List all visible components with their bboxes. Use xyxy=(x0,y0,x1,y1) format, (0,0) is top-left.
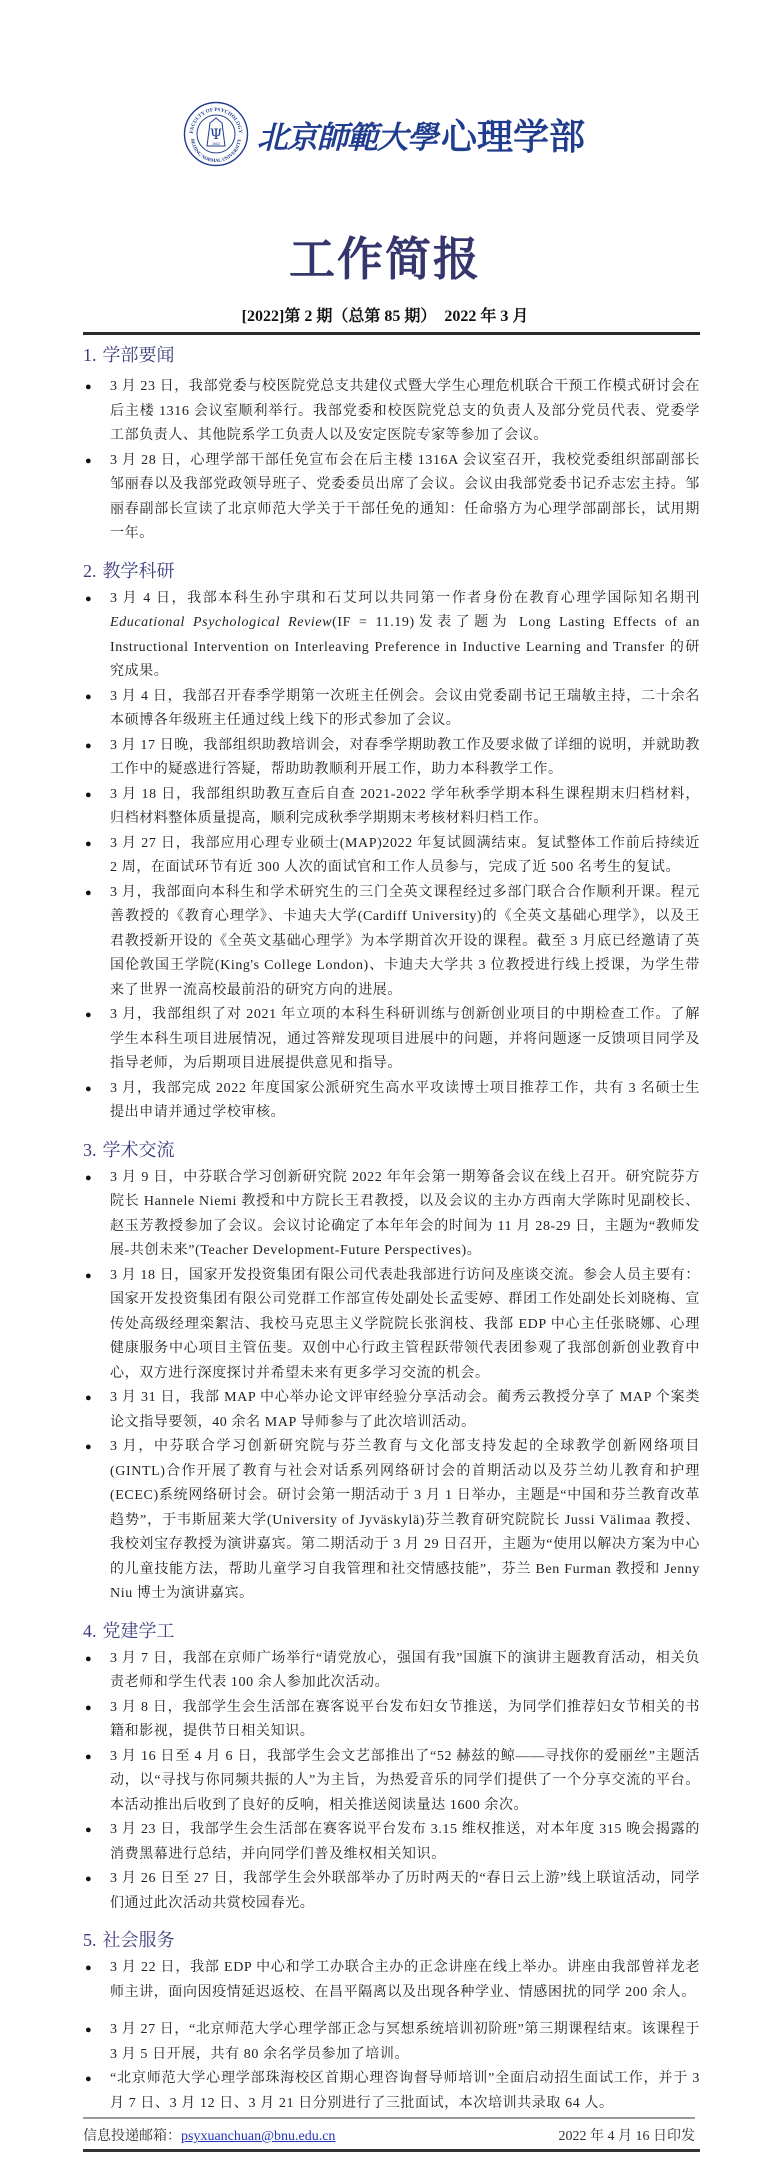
item-text: 3 月 27 日，我部应用心理专业硕士(MAP)2022 年复试圆满结束。复试整体工作前后持续近 2 周，在面试环节有近 300 人次的面试官和工作人员参与，完成了近 500 名考生的复试。 xyxy=(110,835,700,875)
svg-text:1902: 1902 xyxy=(212,142,220,146)
list-item xyxy=(83,734,700,783)
list-item xyxy=(83,1264,700,1387)
item-text: 3 月 4 日，我部召开春季学期第一次班主任例会。会议由党委副书记王瑞敏主持，二十余名本硕博各年级班主任通过线上线下的形式参加了会议。 xyxy=(110,688,700,728)
item-text: 3 月 26 日至 27 日，我部学生会外联部举办了历时两天的“春日云上游”线上联谊活动，同学们通过此次活动共赏校园春光。 xyxy=(110,1871,700,1911)
item-text: 3 月 9 日，中芬联合学习创新研究院 2022 年年会第一期筹备会议在线上召开。研究院芬方院长 Hannele Niemi 教授和中方院长王君教授，以及会议的主办方西南大学陈时见副校长、赵玉芳教授参加了会议。会议讨论确定了本年年会的时间为 11 月 28-29 日，主题为“教师发展-共创未来”(Teacher Development-Future Perspectives)。 xyxy=(110,1169,700,1258)
university-seal-icon xyxy=(183,101,249,167)
bullet-icon: ● xyxy=(85,2024,93,2036)
issue-info: [2022]第 2 期（总第 85 期） 2022 年 3 月 xyxy=(241,308,529,325)
list-item xyxy=(83,1166,700,1264)
bullet-icon: ● xyxy=(85,788,93,801)
item-text: 3 月，中芬联合学习创新研究院与芬兰教育与文化部支持发起的全球教学创新网络项目(GINTL)合作开展了教育与社会对话系列网络研讨会的首期活动以及芬兰幼儿教育和护理(ECEC)系统网络研讨会。研讨会第一期活动于 3 月 1 日举办，主题是“中国和芬兰教育改革趋势”，于韦斯屈莱大学(University of Jyväskylä)芬兰教育研究院院长 Jussi Välimaa 教授、我校刘宝存教授为演讲嘉宾。第二期活动于 3 月 29 日召开，主题为“使用以解决方案为中心的儿童技能方法，帮助儿童学习自我管理和社交情感技能”，芬兰 Ben Furman 教授和 Jenny Niu 博士为演讲嘉宾。 xyxy=(110,1439,700,1601)
list-item xyxy=(83,1696,700,1745)
list-item xyxy=(83,881,700,1004)
list-item xyxy=(83,1077,700,1126)
bullet-icon: ● xyxy=(85,1873,93,1885)
list-item xyxy=(83,1647,700,1696)
item-text: 3 月 16 日至 4 月 6 日，我部学生会文艺部推出了“52 赫兹的鲸——寻找你的爱丽丝”主题活动，以“寻找与你同频共振的人”为主旨，为热爱音乐的同学们提供了一个分享交流的平台。本活动推出后收到了良好的反响，相关推送阅读量达 1600 余次。 xyxy=(110,1748,700,1813)
bullet-icon: ● xyxy=(85,1082,93,1095)
list-item xyxy=(83,449,700,547)
section-heading-3 xyxy=(83,1134,700,1166)
item-text: “北京师范大学心理学部珠海校区首期心理咨询督导师培训”全面启动招生面试工作，并于 3 月 7 日、3 月 12 日、3 月 21 日分别进行了三批面试，本次培训共录取 64 人。 xyxy=(110,2071,700,2111)
section-number: 4. xyxy=(83,1620,97,1641)
bullet-icon: ● xyxy=(85,592,93,605)
bullet-icon: ● xyxy=(85,1009,93,1021)
bullet-icon: ● xyxy=(85,1701,93,1714)
section-number: 1. xyxy=(83,345,97,365)
item-text: 3 月 4 日，我部本科生孙宇琪和石艾珂以共同第一作者身份在教育心理学国际知名期刊 xyxy=(110,590,700,606)
section-title: 学部要闻 xyxy=(102,345,175,366)
svg-text:BEIJING NORMAL UNIVERSITY: BEIJING NORMAL UNIVERSITY xyxy=(189,138,243,165)
list-item xyxy=(83,2018,700,2067)
item-text: 3 月 31 日，我部 MAP 中心举办论文评审经验分享活动会。蔺秀云教授分享了 MAP 个案类论文指导要领，40 余名 MAP 导师参与了此次培训活动。 xyxy=(110,1390,700,1430)
list-item xyxy=(83,685,700,734)
item-text: 3 月 23 日，我部学生会生活部在赛客说平台发布 3.15 维权推送，对本年度 315 晚会揭露的消费黑幕进行总结，并向同学们普及维权相关知识。 xyxy=(110,1822,700,1862)
bullet-icon: ● xyxy=(85,1962,93,1974)
section-number: 2. xyxy=(83,560,97,581)
bullet-icon: ● xyxy=(85,2073,93,2085)
list-item xyxy=(83,1818,700,1867)
bullet-icon: ● xyxy=(85,1652,93,1665)
footer-bottom-divider xyxy=(83,2149,700,2152)
section-heading-4 xyxy=(83,1615,700,1647)
item-text: 3 月，我部面向本科生和学术研究生的三门全英文课程经过多部门联合合作顺利开课。程元善教授的《教育心理学》、卡迪夫大学(Cardiff University)的《全英文基础心理学》，以及王君教授新开设的《全英文基础心理学》为本学期首次开设的课程。截至 3 月底已经邀请了英国伦敦国王学院(King's College London)、卡迪夫大学共 3 位教授进行线上授课，为学生带来了世界一流高校最前沿的研究方向的进展。 xyxy=(110,884,700,998)
department-logo xyxy=(183,100,585,168)
section-heading-2 xyxy=(83,555,700,587)
bullet-icon: ● xyxy=(85,454,93,467)
email-info xyxy=(83,2127,335,2147)
list-item xyxy=(83,1956,700,2005)
item-text: 3 月，我部组织了对 2021 年立项的本科生科研训练与创新创业项目的中期检查工作。了解学生本科生项目进展情况，通过答辩发现项目进展中的问题，并将问题逐一反馈项目同学及指导老师，为后期项目进展提供意见和指导。 xyxy=(110,1007,700,1071)
list-item xyxy=(83,1867,700,1916)
header-divider xyxy=(83,332,700,335)
section-title: 社会服务 xyxy=(102,1930,175,1951)
page-title: 工作简报 xyxy=(289,234,481,285)
svg-text:Ψ: Ψ xyxy=(209,127,223,143)
section-number: 3. xyxy=(83,1139,97,1160)
bullet-icon: ● xyxy=(85,690,93,703)
journal-name: Educational Psychological Review xyxy=(110,615,333,630)
list-item xyxy=(83,1003,700,1077)
list-item xyxy=(83,832,700,881)
bullet-icon: ● xyxy=(85,1750,93,1763)
item-text: 3 月 18 日，国家开发投资集团有限公司代表赴我部进行访问及座谈交流。参会人员主要有：国家开发投资集团有限公司党群工作部宣传处副处长孟雯婷、群团工作处副处长刘晓梅、宣传处高级经理栾絮洁、我校马克思主义学院院长张润枝、我部 EDP 中心主任张晓娜、心理健康服务中心项目主管伍斐。双创中心行政主管程跃带领代表团参观了我部创新创业教育中心，双方进行深度探讨并希望未来有更多学习交流的机会。 xyxy=(110,1267,700,1381)
email-label: 信息投递邮箱： xyxy=(83,2129,181,2144)
list-item xyxy=(83,375,700,449)
section-heading-5 xyxy=(83,1924,700,1956)
list-item xyxy=(83,1745,700,1819)
item-text: 3 月 22 日，我部 EDP 中心和学工办联合主办的正念讲座在线上举办。讲座由我部曾祥龙老师主讲，面向因疫情延迟返校、在昌平隔离以及出现各种学业、情感困扰的同学 200 余人。 xyxy=(110,1960,700,2000)
bullet-icon: ● xyxy=(85,1269,93,1282)
list-item xyxy=(83,587,700,685)
bullet-icon: ● xyxy=(85,1441,93,1453)
bullet-icon: ● xyxy=(85,1824,93,1836)
section-number: 5. xyxy=(83,1930,97,1950)
footer xyxy=(83,2127,695,2147)
logo-department-name: 心理学部 xyxy=(441,116,586,158)
section-title: 教学科研 xyxy=(102,560,175,582)
bullet-icon: ● xyxy=(85,739,93,752)
item-text: 3 月 7 日，我部在京师广场举行“请党放心，强国有我”国旗下的演讲主题教育活动，相关负责老师和学生代表 100 余人参加此次活动。 xyxy=(110,1650,700,1690)
logo-university-name: 北京師範大學 xyxy=(257,119,437,156)
item-text: (IF = 11.19)发表了题为 Long Lasting Effects of an Instructional Intervention on Interleaving Preference in Inductive Learning and Transfer 的研究成果。 xyxy=(110,615,700,679)
bulletin-content xyxy=(83,339,700,2116)
section-heading-1 xyxy=(83,339,700,371)
bullet-icon: ● xyxy=(85,1171,93,1184)
section-title: 学术交流 xyxy=(102,1139,175,1161)
list-item xyxy=(83,1386,700,1435)
list-item xyxy=(83,2067,700,2116)
list-item xyxy=(83,783,700,832)
item-text: 3 月 28 日，心理学部干部任免宣布会在后主楼 1316A 会议室召开，我校党委组织部副部长邹丽春以及我部党政领导班子、党委委员出席了会议。会议由我部党委书记乔志宏主持。邹丽春副部长宣读了北京师范大学关于干部任免的通知：任命骆方为心理学部副部长，试用期一年。 xyxy=(110,452,700,541)
section-title: 党建学工 xyxy=(102,1620,175,1642)
item-text: 3 月，我部完成 2022 年度国家公派研究生高水平攻读博士项目推荐工作，共有 3 名硕士生提出申请并通过学校审核。 xyxy=(110,1080,700,1120)
print-date: 2022 年 4 月 16 日印发 xyxy=(558,2129,695,2144)
footer-divider xyxy=(83,2117,695,2119)
item-text: 3 月 27 日，“北京师范大学心理学部正念与冥想系统培训初阶班”第三期课程结束。该课程于 3 月 5 日开展，共有 80 余名学员参加了培训。 xyxy=(110,2022,700,2062)
list-item xyxy=(83,1435,700,1607)
email-link[interactable]: psyxuanchuan@bnu.edu.cn xyxy=(181,2129,336,2144)
bullet-icon: ● xyxy=(85,381,93,393)
bullet-icon: ● xyxy=(85,837,93,850)
item-text: 3 月 8 日，我部学生会生活部在赛客说平台发布妇女节推送，为同学们推荐妇女节相关的书籍和影视，提供节日相关知识。 xyxy=(110,1699,700,1739)
bullet-icon: ● xyxy=(85,886,93,899)
item-text: 3 月 18 日，我部组织助教互查后自查 2021-2022 学年秋季学期本科生课程期末归档材料，归档材料整体质量提高，顺利完成秋季学期期末考核材料归档工作。 xyxy=(110,786,700,826)
svg-text:FACULTY OF PSYCHOLOGY: FACULTY OF PSYCHOLOGY xyxy=(188,106,244,134)
item-text: 3 月 23 日，我部党委与校医院党总支共建仪式暨大学生心理危机联合干预工作模式研讨会在后主楼 1316 会议室顺利举行。我部党委和校医院党总支的负责人及部分党员代表、党委学工部负责人、其他院系学工负责人以及安定医院专家等参加了会议。 xyxy=(110,379,700,443)
bullet-icon: ● xyxy=(85,1392,93,1404)
item-text: 3 月 17 日晚，我部组织助教培训会，对春季学期助教工作及要求做了详细的说明，并就助教工作中的疑惑进行答疑，帮助助教顺利开展工作，助力本科教学工作。 xyxy=(110,737,700,777)
